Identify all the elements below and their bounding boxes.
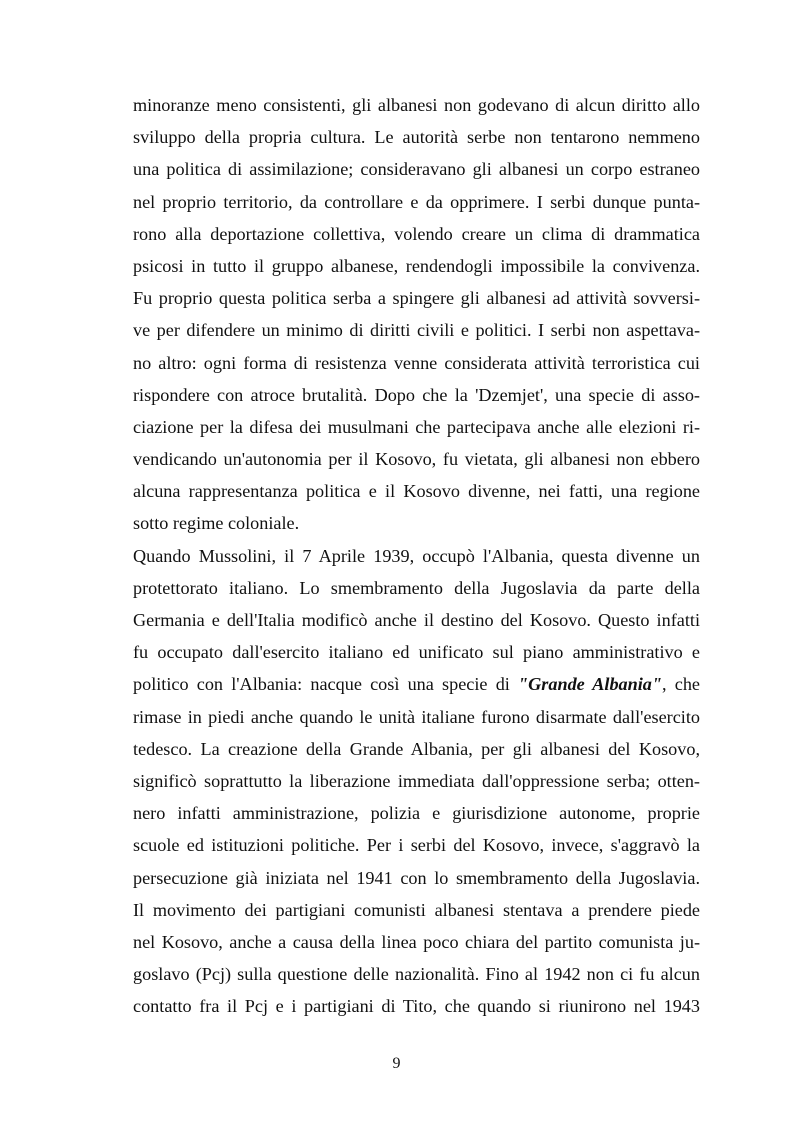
text-line: scuole ed istituzioni politiche. Per i serbi del Kosovo, invece, s'aggravò la <box>133 835 700 856</box>
text-line: nel proprio territorio, da controllare e da opprimere. I serbi dunque punta- <box>133 191 700 212</box>
text-line: fu occupato dall'esercito italiano ed unificato sul piano amministrativo e <box>133 642 700 663</box>
text-line: rono alla deportazione collettiva, volendo creare un clima di drammatica <box>133 223 700 244</box>
text-line: contatto fra il Pcj e i partigiani di Tito, che quando si riunirono nel 1943 <box>133 996 700 1017</box>
text-line: rispondere con atroce brutalità. Dopo che la 'Dzemjet', una specie di asso- <box>133 384 700 405</box>
text-line: psicosi in tutto il gruppo albanese, rendendogli impossibile la convivenza. <box>133 255 700 276</box>
text-line: sotto regime coloniale. <box>133 513 300 534</box>
page-number: 9 <box>392 1055 401 1072</box>
text-line: no altro: ogni forma di resistenza venne considerata attività terroristica cui <box>133 352 700 373</box>
text-line: ciazione per la difesa dei musulmani che partecipava anche alle elezioni ri- <box>133 416 700 437</box>
text-line: ve per difendere un minimo di diritti civili e politici. I serbi non aspettava- <box>133 320 700 341</box>
text-line: politico con l'Albania: nacque così una specie di "Grande Albania", che <box>133 674 700 695</box>
text-line: rimase in piedi anche quando le unità italiane furono disarmate dall'esercito <box>133 706 700 727</box>
text-line: protettorato italiano. Lo smembramento della Jugoslavia da parte della <box>133 577 700 598</box>
text-line: Quando Mussolini, il 7 Aprile 1939, occupò l'Albania, questa divenne un <box>133 545 700 566</box>
text-line: vendicando un'autonomia per il Kosovo, fu vietata, gli albanesi non ebbero <box>133 449 700 470</box>
text-line: goslavo (Pcj) sulla questione delle nazionalità. Fino al 1942 non ci fu alcun <box>133 964 700 985</box>
text-line: alcuna rappresentanza politica e il Kosovo divenne, nei fatti, una regione <box>133 481 700 502</box>
text-line: Germania e dell'Italia modificò anche il destino del Kosovo. Questo infatti <box>133 610 700 630</box>
text-line: una politica di assimilazione; consideravano gli albanesi un corpo estraneo <box>133 159 700 180</box>
emphasized-term: "Grande Albania" <box>518 674 662 695</box>
text-line: significò soprattutto la liberazione immediata dall'oppressione serba; otten- <box>133 770 700 791</box>
text-line: Fu proprio questa politica serba a spingere gli albanesi ad attività sovversi- <box>133 288 700 309</box>
text-line: sviluppo della propria cultura. Le autorità serbe non tentarono nemmeno <box>133 127 700 148</box>
text-line: tedesco. La creazione della Grande Albania, per gli albanesi del Kosovo, <box>133 738 700 759</box>
text-line: Il movimento dei partigiani comunisti albanesi stentava a prendere piede <box>133 899 700 920</box>
body-text <box>133 89 700 1022</box>
text-line: persecuzione già iniziata nel 1941 con lo smembramento della Jugoslavia. <box>133 867 700 888</box>
text-line: nero infatti amministrazione, polizia e giurisdizione autonome, proprie <box>133 803 700 824</box>
text-line: nel Kosovo, anche a causa della linea poco chiara del partito comunista ju- <box>133 931 700 952</box>
text-line: minoranze meno consistenti, gli albanesi non godevano di alcun diritto allo <box>133 95 700 115</box>
